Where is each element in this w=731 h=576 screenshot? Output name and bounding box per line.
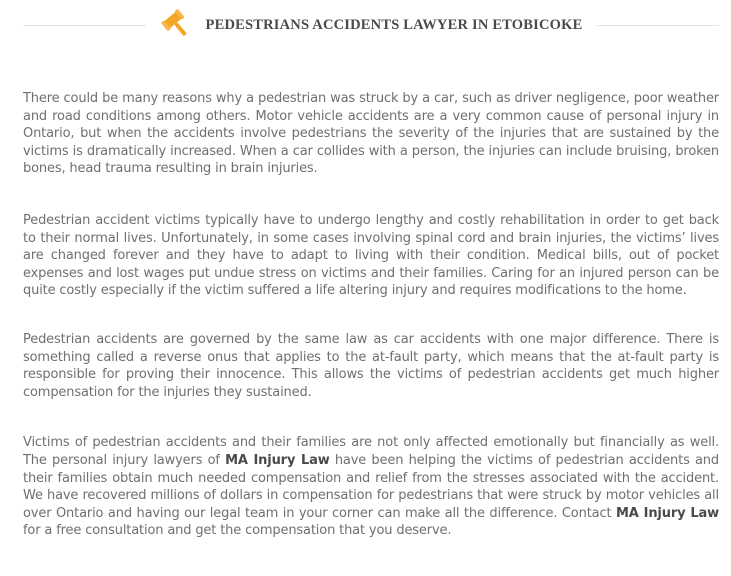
article-body	[23, 90, 719, 568]
firm-name-contact: MA Injury Law	[615, 505, 719, 521]
paragraph-causes: There could be many reasons why a pedestrian was struck by a car, such as driver negligence, poor weather and road conditions among others. Motor vehicle accidents are a very common cause of personal injury in Ontario, but when the accidents involve pedestrians the severity of the injuries that are sustained by the victims is dramatically increased. When a car collides with a person, the injuries can include bruising, broken bones, head trauma resulting in brain injuries.	[23, 91, 719, 177]
firm-name: MA Injury Law	[225, 452, 330, 468]
heading-rule-left	[23, 25, 146, 26]
section-heading	[23, 8, 719, 42]
paragraph-rehabilitation: Pedestrian accident victims typically have to undergo lengthy and costly rehabilitation in order to get back to their normal lives. Unfortunately, in some cases involving spinal cord and brain injuries, the victims’ lives are changed forever and they have to adapt to living with their condition. Medical bills, out of pocket expenses and lost wages put undue stress on victims and their families. Caring for an injured person can be quite costly especially if the victim suffered a life altering injury and requires modifications to the home.	[23, 212, 719, 299]
heading-rule-right	[597, 25, 720, 26]
page-title: PEDESTRIANS ACCIDENTS LAWYER IN ETOBICOKE	[205, 16, 583, 33]
paragraph-reverse-onus: Pedestrian accidents are governed by the same law as car accidents with one major difference. There is something called a reverse onus that applies to the at-fault party, which means that the at-fault party is responsible for proving their innocence. This allows the victims of pedestrian accidents get much higher compensation for the injuries they sustained.	[23, 331, 719, 400]
paragraph-contact-text-1: Victims of pedestrian accidents and their families are not only affected emotionally but financially as well. The personal injury lawyers of	[23, 435, 719, 468]
paragraph-contact	[23, 434, 719, 540]
heading-center	[146, 8, 597, 42]
gavel-icon	[160, 8, 194, 42]
paragraph-contact-text-2: have been helping the victims of pedestrian accidents and their families obtain much needed compensation and relief from the stresses associated with the accident. We have recovered millions of dollars in compensation for pedestrians that were struck by motor vehicles all over Ontario and having our legal team in your corner can make all the difference. Contact	[23, 452, 719, 521]
paragraph-contact-text-3: for a free consultation and get the compensation that you deserve.	[23, 523, 452, 539]
